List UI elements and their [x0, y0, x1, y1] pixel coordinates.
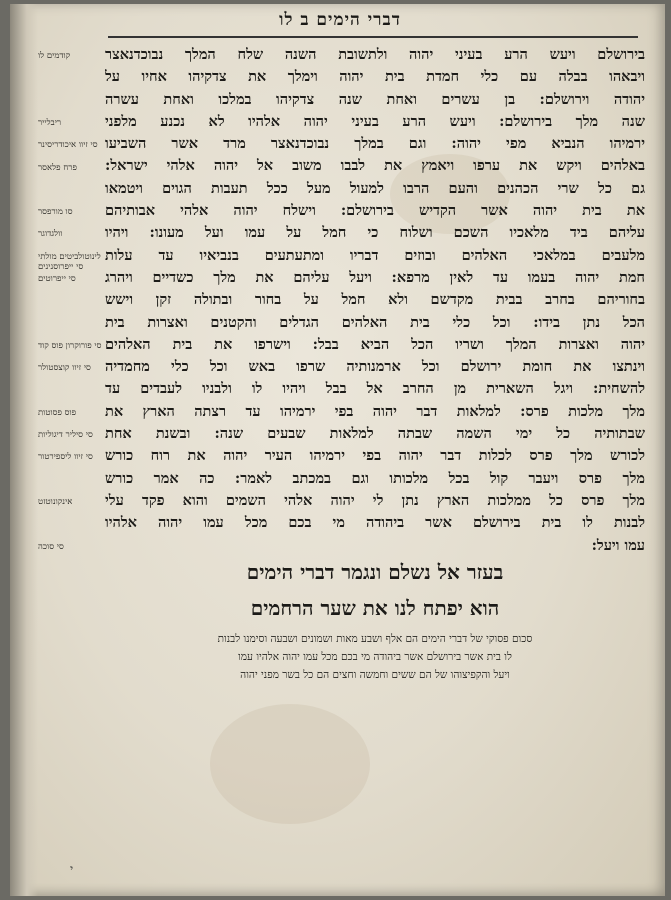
- text-line: את בית יהוה אשר הקדיש בירושלם: וישלח יהוה אלהי אבותיהם: [105, 202, 645, 220]
- margin-note: לינוטולביטים מולתי: [38, 251, 101, 262]
- text-line: גם כל שרי הכהנים והעם הרבו למעול מעל ככל תעבות הגוים ויטמאו: [105, 179, 645, 197]
- paper-stain: [210, 704, 370, 824]
- margin-note: סי ייפרוטים: [38, 274, 76, 284]
- text-line: בחוריהם בחרב בבית מקדשם ולא חמל על בחור ובתולה זקן וישש: [105, 291, 645, 309]
- footer-mark: י: [70, 862, 74, 876]
- text-line: להשחית: ויגל השארית מן החרב אל בבל ויהיו לו ולבניו לעבדים עד: [105, 380, 645, 398]
- margin-note: פוס פסוטות: [38, 407, 77, 418]
- text-line: עמו ויעל:: [591, 536, 645, 554]
- book-page: [10, 4, 665, 896]
- page-spine-shadow: [10, 4, 38, 896]
- text-line: ירמיהו הנביא מפי יהוה: וגם במלך נבוכדנאצר מרד אשר השביעו: [105, 135, 645, 153]
- verse-count-summary: [105, 630, 645, 684]
- margin-note: אינקונוטזט: [38, 497, 73, 507]
- text-line: מלך מלכות פרס: למלאות דבר יהוה בפי ירמיהו עד רצתה הארץ את: [105, 402, 645, 420]
- margin-note: סי פורוקרון פוס קוד: [38, 340, 102, 351]
- margin-note: סי זיוו ליספירטור: [38, 452, 93, 463]
- text-line: באלהים ויקש את ערפו ויאמץ את לבבו משוב אל יהוה אלהי ישראל:: [105, 157, 645, 175]
- margin-note: סי זיוו קוצסטולר: [38, 363, 91, 374]
- text-line: לבנות לו בית בירושלם אשר ביהודה מי בכם מכל עמו יהוה אלהיו: [105, 514, 645, 532]
- margin-note: סי זיוו איכודריסינר: [38, 140, 98, 151]
- margin-note: וולגדוגר: [38, 229, 63, 240]
- summary-line: לו בית אשר בירושלם אשר ביהודה מי בכם מכל עמו יהוה אלהיו עמו: [238, 651, 512, 663]
- text-line: עליהם ביד מלאכיו השכם ושלוח כי חמל על עמו ועל מעונו: ויהיו: [105, 224, 645, 242]
- text-line: יהוה ואצרות המלך ושריו הכל הביא בבל: וישרפו את בית האלהים: [105, 335, 645, 353]
- text-line: מלעבים במלאכי האלהים ובוזים דבריו ומתעתעים בנביאיו עד עלות: [105, 246, 645, 264]
- text-line: ויבאהו בבלה עם כלי חמדת בית יהוה וימלך את צדקיהו אחיו על: [105, 68, 645, 86]
- summary-line: סכום פסוקי של דברי הימים הם אלף ושבע מאות ושמונים ושבעה וסימנו לבנות: [217, 633, 533, 645]
- text-line: חמת יהוה בעמו עד לאין מרפא: ויעל עליהם את מלך כשדיים ויהרג: [105, 268, 645, 286]
- margin-note: סי ייפרוסנינים: [38, 261, 84, 272]
- text-line: מלך פרס ויעבר קול בכל מלכותו וגם במכתב לאמר: כה אמר כורש: [105, 469, 645, 487]
- running-header: דברי הימים ב לו: [279, 10, 401, 30]
- margin-note: ריבלייר: [38, 117, 62, 128]
- summary-line: ויעל והקפיצוהו של הם ששים וחמשה וחצים הם כל בשר מפני יהוה: [240, 669, 510, 681]
- margin-note: סי סוכה: [38, 541, 64, 552]
- text-line: בירושלם ויעש הרע בעיני יהוה ולתשובת השנה שלח המלך נבוכדנאצר: [105, 46, 645, 63]
- text-line: מלך פרס כל ממלכות הארץ נתן לי יהוה אלהי השמים והוא פקד עלי: [105, 491, 645, 509]
- text-line: הכל נתן בידו: וכל כלי בית האלהים הגדלים והקטנים ואצרות בית: [105, 313, 645, 331]
- margin-note: קודמים לו: [38, 51, 71, 61]
- main-text-block: [105, 44, 645, 557]
- text-line: יהודה וירושלם: בן עשרים ואחת שנה צדקיהו במלכו ואחת עשרה: [105, 90, 645, 108]
- margin-note: סי סיליר דיגוליות: [38, 430, 93, 441]
- margin-note: פרח פלאסר: [38, 162, 77, 173]
- header-rule: [108, 36, 638, 38]
- text-line: וינתצו את חומת ירושלם וכל ארמנותיה שרפו באש וכל כלי מחמדיה: [105, 358, 645, 376]
- text-line: שנה מלך בירושלם: ויעש הרע בעיני יהוה אלהיו לא נכנע מלפני: [105, 112, 645, 130]
- colophon-line-1: בעזר אל נשלם ונגמר דברי הימים: [246, 560, 504, 584]
- text-line: לכורש מלך פרס לכלות דבר יהוה בפי ירמיהו העיר יהוה את רוח כורש: [105, 447, 645, 465]
- text-line: שבתותיה כל ימי השמה שבתה למלאות שבעים שנה: ובשנת אחת: [105, 425, 645, 443]
- colophon-line-2: הוא יפתח לנו את שער הרחמים: [250, 596, 500, 620]
- margin-note: סו מורפסר: [38, 207, 73, 218]
